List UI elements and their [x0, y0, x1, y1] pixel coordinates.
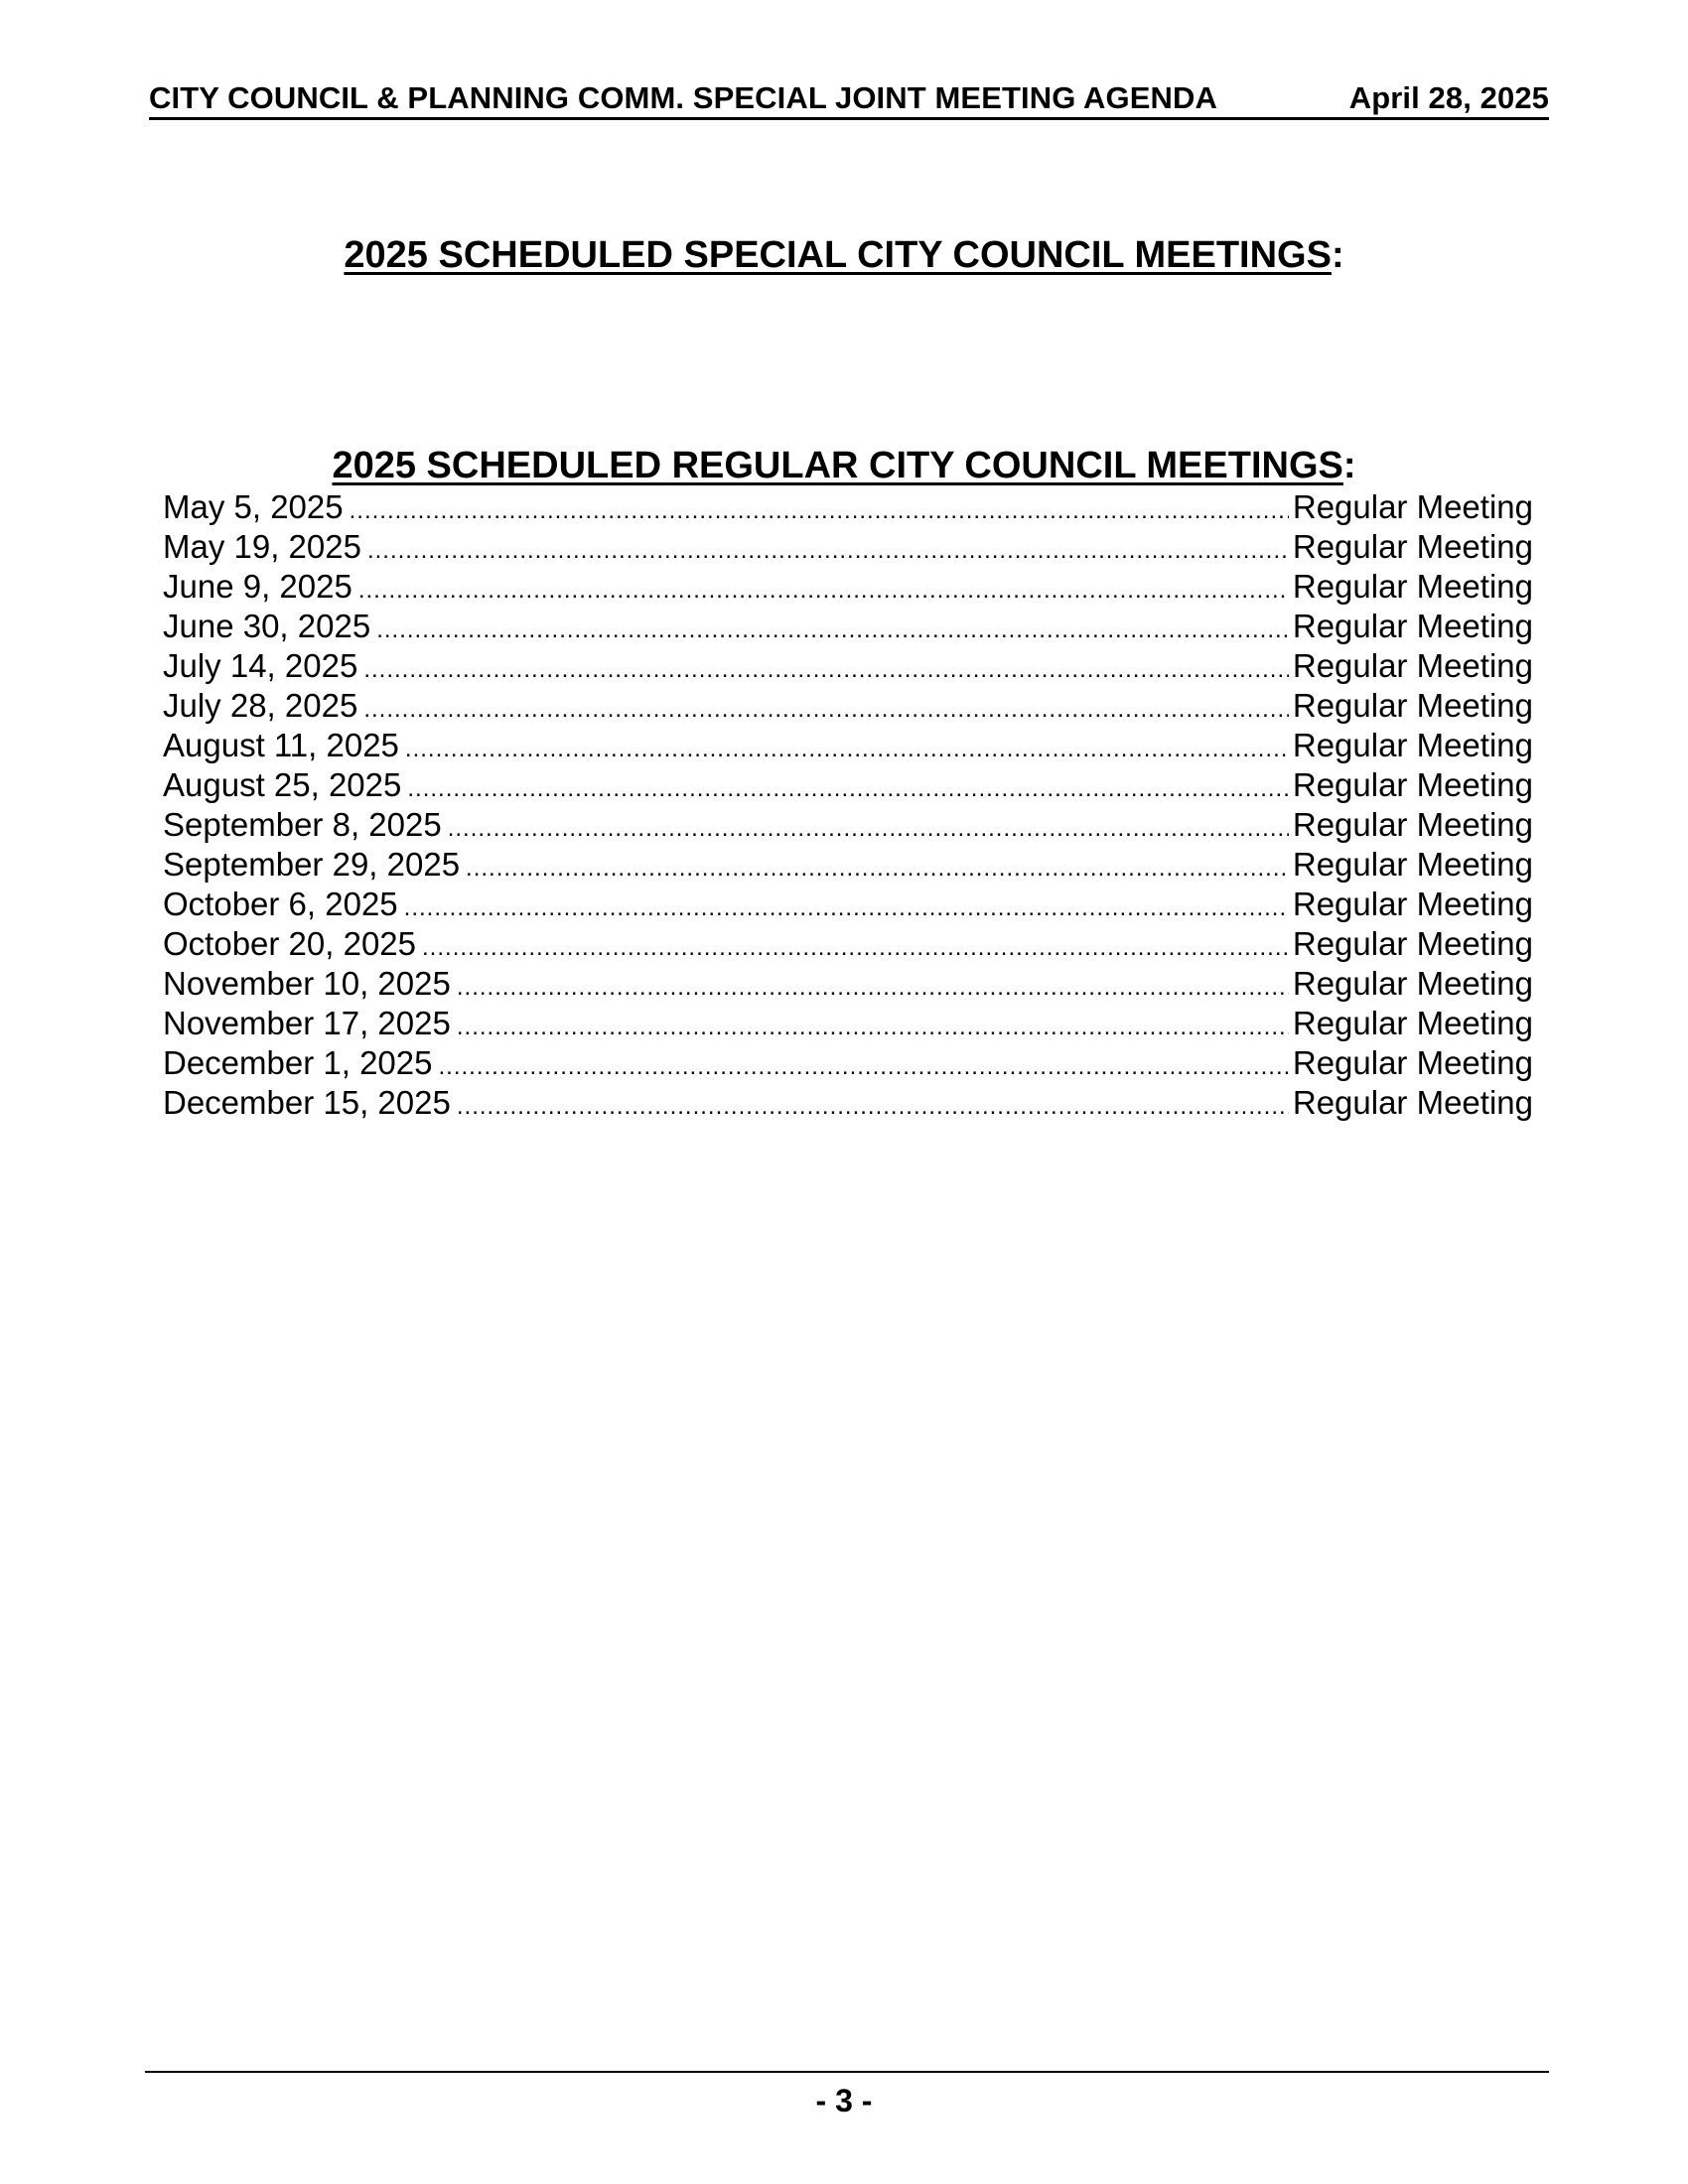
dot-leader — [407, 769, 1288, 805]
meeting-date: August 25, 2025 — [163, 766, 402, 803]
dot-leader — [448, 809, 1289, 845]
regular-meetings-title: 2025 SCHEDULED REGULAR CITY COUNCIL MEETINGS — [332, 445, 1343, 486]
dot-leader — [457, 968, 1289, 1004]
meeting-date: October 6, 2025 — [163, 886, 398, 922]
meeting-date: December 15, 2025 — [163, 1084, 451, 1121]
meeting-row — [163, 527, 1533, 567]
meeting-type: Regular Meeting — [1292, 568, 1533, 605]
dot-leader — [457, 1008, 1289, 1043]
dot-leader — [376, 611, 1289, 646]
meeting-type: Regular Meeting — [1292, 806, 1533, 843]
meeting-date: May 5, 2025 — [163, 488, 344, 525]
dot-leader — [363, 650, 1289, 686]
meeting-type: Regular Meeting — [1292, 1005, 1533, 1041]
meeting-row — [163, 726, 1533, 765]
meeting-type: Regular Meeting — [1292, 647, 1533, 684]
meeting-date: June 30, 2025 — [163, 608, 371, 644]
dot-leader — [404, 888, 1289, 924]
special-meetings-colon: : — [1331, 234, 1344, 276]
meeting-row — [163, 885, 1533, 924]
meeting-row — [163, 964, 1533, 1004]
meeting-date: June 9, 2025 — [163, 568, 352, 605]
meeting-type: Regular Meeting — [1292, 766, 1533, 803]
meeting-date: November 17, 2025 — [163, 1005, 451, 1041]
meeting-date: August 11, 2025 — [163, 727, 399, 763]
dot-leader — [466, 849, 1289, 885]
meeting-date: December 1, 2025 — [163, 1044, 433, 1081]
meeting-row — [163, 686, 1533, 726]
dot-leader — [350, 491, 1289, 527]
dot-leader — [363, 690, 1289, 726]
meeting-type: Regular Meeting — [1292, 727, 1533, 763]
meeting-row — [163, 1004, 1533, 1043]
page-header — [149, 79, 1549, 120]
meeting-row — [163, 607, 1533, 646]
dot-leader — [422, 928, 1289, 964]
dot-leader — [457, 1087, 1289, 1123]
footer-divider — [145, 2071, 1549, 2073]
meeting-type: Regular Meeting — [1292, 528, 1533, 565]
meeting-row — [163, 765, 1533, 805]
page-number: - 3 - — [815, 2083, 873, 2118]
dot-leader — [367, 531, 1289, 567]
dot-leader — [358, 571, 1289, 607]
regular-meetings-heading — [0, 443, 1688, 488]
meeting-row — [163, 1043, 1533, 1083]
meeting-date: July 14, 2025 — [163, 647, 358, 684]
meeting-date: July 28, 2025 — [163, 687, 358, 724]
special-meetings-title: 2025 SCHEDULED SPECIAL CITY COUNCIL MEETINGS — [344, 234, 1332, 276]
meeting-row — [163, 646, 1533, 686]
meeting-type: Regular Meeting — [1292, 687, 1533, 724]
meeting-type: Regular Meeting — [1292, 488, 1533, 525]
meeting-date: September 8, 2025 — [163, 806, 442, 843]
meeting-type: Regular Meeting — [1292, 1044, 1533, 1081]
meeting-type: Regular Meeting — [1292, 608, 1533, 644]
meeting-date: October 20, 2025 — [163, 925, 417, 962]
regular-meetings-list — [163, 487, 1533, 1123]
agenda-date: April 28, 2025 — [1348, 80, 1549, 115]
meeting-row — [163, 567, 1533, 607]
meeting-row — [163, 487, 1533, 527]
meeting-type: Regular Meeting — [1292, 886, 1533, 922]
meeting-type: Regular Meeting — [1292, 925, 1533, 962]
agenda-title: CITY COUNCIL & PLANNING COMM. SPECIAL JOINT MEETING AGENDA — [149, 80, 1217, 115]
meeting-type: Regular Meeting — [1292, 965, 1533, 1002]
meeting-row — [163, 1083, 1533, 1123]
meeting-date: September 29, 2025 — [163, 846, 461, 883]
meeting-row — [163, 924, 1533, 964]
dot-leader — [439, 1047, 1289, 1083]
meeting-type: Regular Meeting — [1292, 1084, 1533, 1121]
meeting-row — [163, 845, 1533, 885]
meeting-row — [163, 805, 1533, 845]
meeting-date: May 19, 2025 — [163, 528, 361, 565]
meeting-type: Regular Meeting — [1292, 846, 1533, 883]
dot-leader — [405, 730, 1289, 765]
regular-meetings-colon: : — [1342, 445, 1356, 486]
special-meetings-heading — [0, 232, 1688, 278]
meeting-date: November 10, 2025 — [163, 965, 451, 1002]
